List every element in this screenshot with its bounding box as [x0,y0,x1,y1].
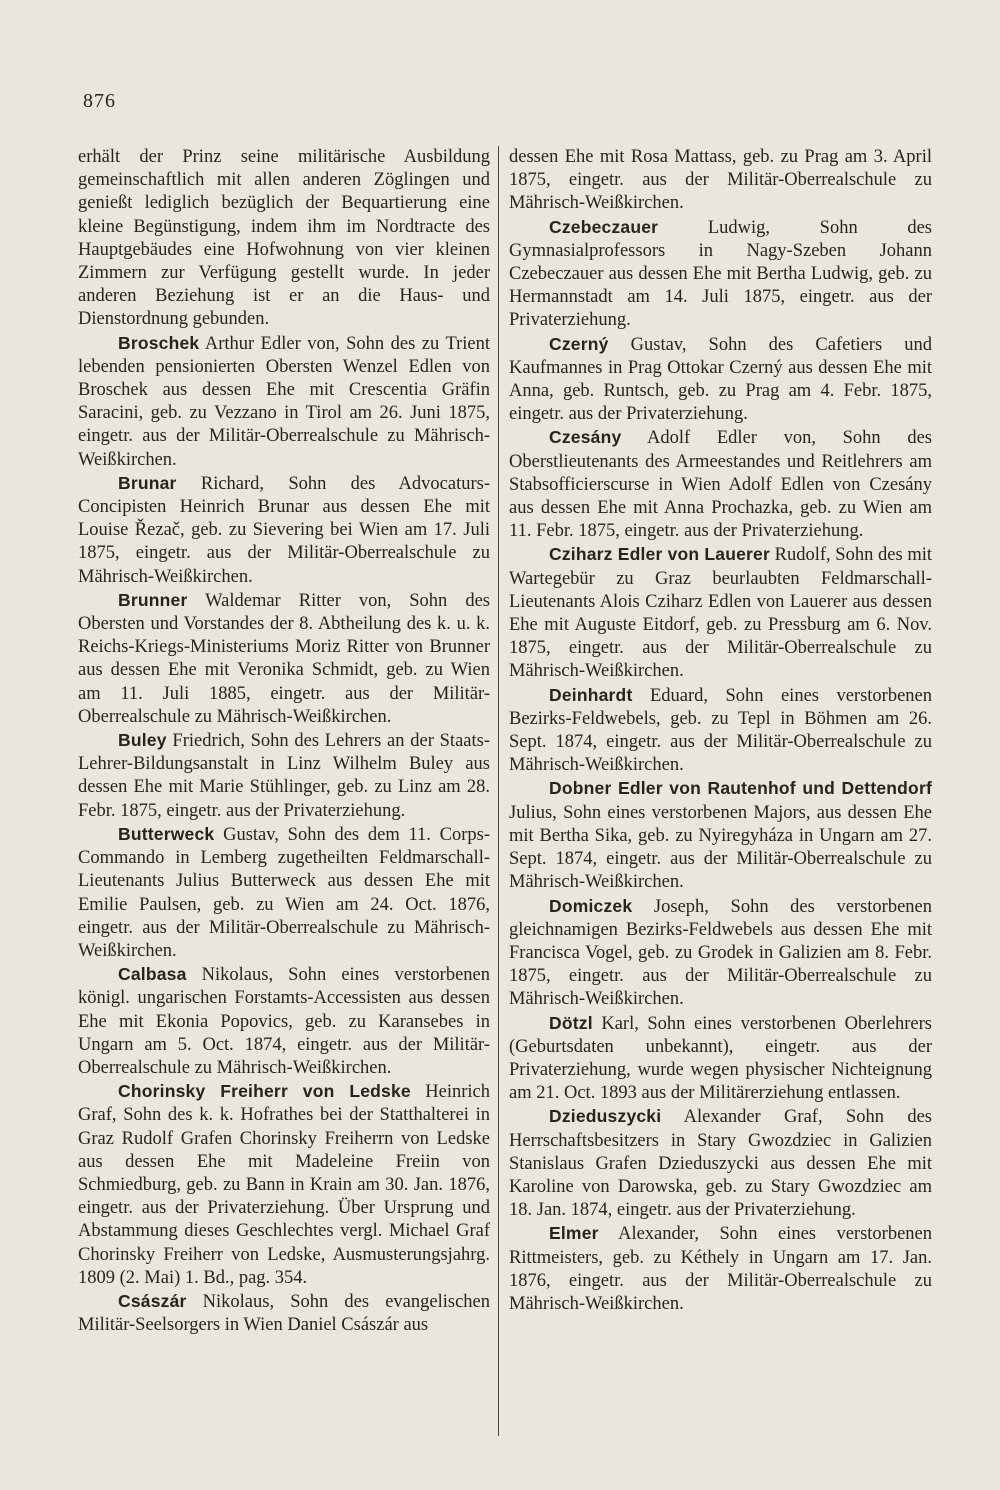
entry-text: Waldemar Ritter von, Sohn des Obersten und Vorstandes der 8. Abtheilung des k. u. k. Reichs-Kriegs-Ministeriums Moriz Ritter von Brunner aus dessen Ehe mit Veronika Schmidt, geb. zu Wien am 11. Juli 1885, eingetr. aus der Militär-Oberrealschule zu Mährisch-Weißkirchen. [78,590,490,727]
entry-text: Friedrich, Sohn des Lehrers an der Staats-Lehrer-Bildungsanstalt in Linz Wilhelm Buley aus dessen Ehe mit Marie Stühlinger, geb. zu Linz am 28. Febr. 1875, eingetr. aus der Privaterziehung. [78,731,490,821]
right-column [509,146,932,1316]
register-entry [509,333,932,427]
entry-surname: Elmer [549,1223,599,1244]
page-number: 876 [83,90,116,112]
entry-surname: Czesány [549,427,622,448]
entry-text: dessen Ehe mit Rosa Mattass, geb. zu Prag am 3. April 1875, eingetr. aus der Militär-Oberrealschule zu Mährisch-Weißkirchen. [509,147,932,214]
entry-surname: Dötzl [549,1012,593,1033]
register-entry [509,543,932,683]
entry-surname: Császár [118,1290,187,1311]
register-entry [509,216,932,333]
entry-text: Gustav, Sohn des dem 11. Corps-Commando in Lemberg zugetheilten Feldmarschall-Lieutenants Julius Butterweck aus dessen Ehe mit Emilie Paulsen, geb. zu Wien am 24. Oct. 1876, eingetr. aus der Militär-Oberrealschule zu Mährisch-Weißkirchen. [78,824,490,961]
entry-surname: Buley [118,730,167,751]
register-entry [509,426,932,543]
entry-surname: Domiczek [549,895,633,916]
entry-text: Karl, Sohn eines verstorbenen Oberlehrers (Geburtsdaten unbekannt), eingetr. aus der Privaterziehung, wurde wegen physischer Nichteignung am 21. Oct. 1893 aus der Militärerziehung entlassen. [509,1013,932,1104]
entry-surname: Chorinsky Freiherr von Ledske [118,1081,411,1102]
entry-surname: Cziharz Edler von Lauerer [549,544,770,565]
entry-text: Joseph, Sohn des verstorbenen gleichnamigen Bezirks-Feldwebels aus dessen Ehe mit Francisca Vogel, geb. zu Grodek in Galizien am 8. Febr. 1875, eingetr. aus der Militär-Oberrealschule zu Mährisch-Weißkirchen. [509,896,932,1010]
register-entry [509,777,932,894]
register-entry [78,729,490,823]
entry-surname: Brunar [118,472,177,493]
entry-text: Nikolaus, Sohn eines verstorbenen königl. ungarischen Forstamts-Accessisten aus dessen Ehe mit Ekonia Popovics, geb. zu Karansebes in Ungarn am 5. Oct. 1874, eingetr. aus der Militär-Oberrealschule zu Mährisch-Weißkirchen. [78,965,490,1078]
column-divider [498,146,499,1436]
continued-text [78,146,490,332]
entry-text: Eduard, Sohn eines verstorbenen Bezirks-Feldwebels, geb. zu Tepl in Böhmen am 26. Sept. 1874, eingetr. aus der Militär-Oberrealschule zu Mährisch-Weißkirchen. [509,685,932,776]
entry-text: Alexander Graf, Sohn des Herrschaftsbesitzers in Stary Gwozdziec in Galizien Stanislaus Grafen Dzieduszycki aus dessen Ehe mit Karoline von Darowska, geb. zu Stary Gwozdziec am 18. Jan. 1874, eingetr. aus der Privaterziehung. [509,1107,932,1221]
entry-surname: Czerný [549,333,609,354]
register-entry [78,1290,490,1337]
continued-text [509,146,932,216]
left-column [78,146,490,1337]
entry-surname: Butterweck [118,823,215,844]
register-entry [509,1012,932,1106]
register-entry [509,1105,932,1222]
entry-text: Alexander, Sohn eines verstorbenen Rittmeisters, geb. zu Kéthely in Ungarn am 17. Jan. 1876, eingetr. aus der Militär-Oberrealschule zu Mährisch-Weißkirchen. [509,1224,932,1314]
entry-text: Rudolf, Sohn des mit Wartegebür zu Graz beurlaubten Feldmarschall-Lieutenants Alois Cziharz Edlen von Lauerer aus dessen Ehe mit Auguste Eitdorf, geb. zu Pressburg am 6. Nov. 1875, eingetr. aus der Militär-Oberrealschule zu Mährisch-Weißkirchen. [509,545,932,682]
entry-text: Adolf Edler von, Sohn des Oberstlieutenants des Armeestandes und Reitlehrers am Stabsofficierscurse in Wien Adolf Edlen von Czesány aus dessen Ehe mit Anna Prochazka, geb. zu Wien am 11. Febr. 1875, eingetr. aus der Privaterziehung. [509,428,932,542]
entry-surname: Deinhardt [549,684,633,705]
entry-text: Gustav, Sohn des Cafetiers und Kaufmannes in Prag Ottokar Czerný aus dessen Ehe mit Anna, geb. Runtsch, geb. zu Prag am 4. Febr. 1875, eingetr. aus der Privaterziehung. [509,334,932,425]
register-entry [78,963,490,1080]
entry-text: Julius, Sohn eines verstorbenen Majors, aus dessen Ehe mit Bertha Sika, geb. zu Nyiregyháza in Ungarn am 27. Sept. 1874, eingetr. aus der Militär-Oberrealschule zu Mährisch-Weißkirchen. [509,802,932,893]
entry-surname: Calbasa [118,964,187,985]
register-entry [78,332,490,472]
entry-surname: Dobner Edler von Rautenhof und Dettendorf [549,778,932,799]
entry-text: Richard, Sohn des Advocaturs-Concipisten Heinrich Brunar aus dessen Ehe mit Louise Řezač, geb. zu Sievering bei Wien am 17. Juli 1875, eingetr. aus der Militär-Oberrealschule zu Mährisch-Weißkirchen. [78,473,490,587]
register-entry [78,1080,490,1290]
entry-text: Ludwig, Sohn des Gymnasialprofessors in Nagy-Szeben Johann Czebeczauer aus dessen Ehe mit Bertha Ludwig, geb. zu Hermannstadt am 14. Juli 1875, eingetr. aus der Privaterziehung. [509,217,932,331]
entry-surname: Dzieduszycki [549,1106,662,1127]
register-entry [509,1222,932,1316]
register-entry [78,472,490,589]
entry-surname: Broschek [118,332,200,353]
register-entry [509,684,932,778]
register-entry [78,823,490,963]
entry-text: Nikolaus, Sohn des evangelischen Militär-Seelsorgers in Wien Daniel Császár aus [78,1291,490,1336]
register-entry [509,895,932,1012]
entry-text: Heinrich Graf, Sohn des k. k. Hofrathes bei der Statthalterei in Graz Rudolf Grafen Chorinsky Freiherrn von Ledske aus dessen Ehe mit Madeleine Freiin von Schmiedburg, geb. zu Bann in Krain am 30. Jan. 1876, eingetr. aus der Privaterziehung. Über Ursprung und Abstammung dieses Geschlechtes vergl. Michael Graf Chorinsky Freiherr von Ledske, Ausmusterungsjahrg. 1809 (2. Mai) 1. Bd., pag. 354. [78,1082,490,1288]
entry-surname: Czebeczauer [549,216,659,237]
entry-text: erhält der Prinz seine militärische Ausbildung gemeinschaftlich mit allen anderen Zöglingen und genießt lediglich bezüglich der Bequartierung eine kleine Begünstigung, indem ihm im Nordtracte des Hauptgebäudes eine Hofwohnung von vier kleinen Zimmern zur Verfügung gestellt wurde. In jeder anderen Beziehung ist er an die Haus- und Dienstordnung gebunden. [78,147,490,330]
register-entry [78,589,490,729]
entry-surname: Brunner [118,589,188,610]
entry-text: Arthur Edler von, Sohn des zu Trient lebenden pensionierten Obersten Wenzel Edlen von Broschek aus dessen Ehe mit Crescentia Gräfin Saracini, geb. zu Vezzano in Tirol am 26. Juni 1875, eingetr. aus der Militär-Oberrealschule zu Mährisch-Weißkirchen. [78,333,490,470]
